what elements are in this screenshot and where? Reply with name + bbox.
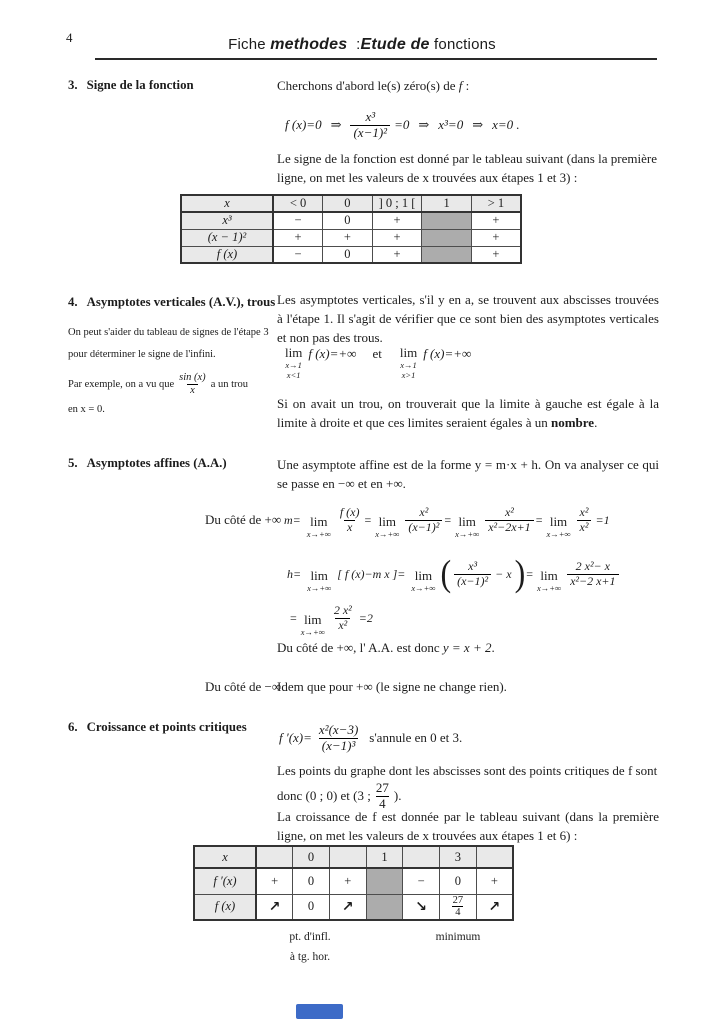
sign-table [180,194,522,264]
cell: 0 [293,868,330,894]
points-text: ). [393,788,402,803]
shaded-cell [422,229,472,246]
cell: + [372,246,422,263]
increase-arrow: ↗ [329,894,366,920]
increase-arrow: ↗ [476,894,513,920]
sign-table-header-row [181,195,521,212]
equals-one: =1 [595,512,610,527]
cell: + [273,229,323,246]
margin-note-2-end: en x = 0. [68,404,105,415]
limits-line [281,346,473,386]
equals-zero: =0 [394,117,410,132]
sign-table-paragraph: Le signe de la fonction est donné par le tableau suivant (dans la première ligne, on met les valeurs de x trouvées aux étapes 1 et 3) : [277,151,657,185]
h-limit-chain-line2 [290,596,375,640]
decrease-arrow: ↘ [403,894,440,920]
header-0: 0 [293,846,330,868]
inflection-footnote-line1: pt. d'infl. [289,931,331,943]
cell: − [273,212,323,229]
shaded-cell [422,212,472,229]
f-prime-equals: f ′(x)= [279,730,312,745]
lim-x-to-plus-infinity: lim x→+∞ [300,612,325,637]
growth-table-paragraph: La croissance de f est donnée par le tableau suivant (dans la première ligne, on met les valeurs de x trouvées aux étapes 1 et 6) : [277,809,659,843]
lim-x-to-plus-infinity: lim x→+∞ [455,514,480,539]
header-gt1: > 1 [471,195,521,212]
equals: = [290,610,297,625]
row-label-x3: x³ [181,212,273,229]
fraction: $\frac{\text{x²(x−3)}}{\text{(x−1)³}}$ [318,721,359,753]
header-interval: ] 0 ; 1 [ [372,195,422,212]
x-cubed-zero: x³=0 [438,117,464,132]
section-5-heading [68,456,227,471]
period: . [491,640,495,655]
minimum-footnote: minimum [435,931,481,943]
f-row [194,894,513,920]
f-symbol: f [458,78,463,93]
section-3-heading [68,78,194,93]
paragraph-text: Si on avait un trou, on trouverait que la limite à gauche est égale à la limite à droite et que ces limites seraient égales à un [277,396,659,430]
fraction: $\frac{\text{x²}}{\text{(x−1)²}}$ [405,506,442,535]
lim-x-to-plus-infinity: lim x→+∞ [411,568,436,593]
equals: = [444,512,452,527]
margin-note-2 [68,372,248,396]
margin-note-1: On peut s'aider du tableau de signes de l'étape 3 pour déterminer le signe de l'infini. [68,327,269,360]
header-cell [403,846,440,868]
growth-table-header-row [194,846,513,868]
27-over-4-cell [440,894,477,920]
bold-nombre: nombre [550,414,595,430]
equals: = [364,512,372,527]
27-over-4-fraction: $\frac{27}{4}$ [452,894,464,919]
cell: + [323,229,373,246]
section-5-number: 5. [68,456,78,470]
annule-text: s'annule en 0 et 3. [369,730,463,745]
section-6-title: Croissance et points critiques [86,720,247,734]
fraction: $\frac{\text{x³}}{\text{(x−1)²}}$ [454,560,491,589]
section-6-heading [68,720,247,735]
27-over-4-fraction: $\frac{27}{4}$ [375,779,389,811]
fprime-row [194,868,513,894]
header-1: 1 [366,846,403,868]
lim-x-to-plus-infinity: lim x→+∞ [537,568,562,593]
increase-arrow: ↗ [256,894,293,920]
cell: + [471,229,521,246]
equals-two: =2 [358,610,373,625]
cell: + [471,246,521,263]
lim-x-to-plus-infinity: lim x→+∞ [306,514,331,539]
du-cote-plus-infini-label: Du côté de +∞ [205,512,282,527]
cell: − [403,868,440,894]
m-equals: m= [284,512,301,527]
implies-arrow: ⇒ [472,117,484,132]
section-4-number: 4. [68,295,78,309]
fraction: $\frac{f (x)}{x}$ [339,504,360,534]
critical-points-line1: Les points du graphe dont les abscisses sont des points critiques de f sont [277,763,658,778]
header-lt0: < 0 [273,195,323,212]
header-cell [256,846,293,868]
page-number: 4 [66,30,73,45]
title-fonctions: fonctions [434,36,496,53]
section-3-intro [277,78,469,94]
left-limit: lim x→1 x<1 [285,345,303,380]
title-fiche: Fiche [228,36,266,53]
h-equals: h= [287,566,302,581]
header-x: x [194,846,256,868]
cell: + [471,212,521,229]
lim-x-to-plus-infinity: lim x→+∞ [375,514,400,539]
title-colon: : [356,36,361,53]
fraction: $\frac{\text{x³}}{\text{(x−1)²}}$ [350,110,390,141]
implies-arrow: ⇒ [418,117,430,132]
minus-x: − x [495,566,512,581]
row-label-xm1sq: (x − 1)² [181,229,273,246]
limit-value: f (x)=+∞ [308,346,357,361]
note-text: Par exemple, on a vu que [68,378,175,390]
du-cote-minus-infini-label: Du côté de −∞ [205,679,282,694]
header-1: 1 [422,195,472,212]
trou-paragraph [277,395,659,433]
affine-intro-paragraph: Une asymptote affine est de la forme y = m·x + h. On va analyser ce qui se passe en −∞ et en +∞. [277,457,659,491]
aa-equation: y = x + 2 [442,640,492,655]
cell: + [256,868,293,894]
points-text: donc (0 ; 0) et (3 ; [277,788,371,803]
section-3-title: Signe de la fonction [86,78,194,92]
table-row [181,212,521,229]
cell: + [476,868,513,894]
section-6-number: 6. [68,720,78,734]
lim-x-to-plus-infinity: lim x→+∞ [307,568,332,593]
limit-value: f (x)=+∞ [423,346,472,361]
row-label-fprime: f ′(x) [194,868,256,894]
fraction: $\frac{\text{x²}}{\text{x²−2x+1}}$ [485,506,533,535]
idem-text: Idem que pour +∞ (le signe ne change rien). [277,679,507,694]
equals: = [535,512,543,527]
header-3: 3 [440,846,477,868]
fraction: $\frac{\text{x²}}{\text{x²}}$ [577,506,592,535]
conjunction-et: et [372,346,382,361]
cell: 0 [440,868,477,894]
vertical-asymptote-paragraph: Les asymptotes verticales, s'il y en a, se trouvent aux abscisses trouvées à l'étape 1. Il s'agit de vérifier que ce sont bien des asymptotes verticales et non pas des trous. [277,292,659,345]
shaded-cell [366,894,403,920]
sinx-over-x-fraction: $\frac{\sin (x)}{x}$ [179,372,206,396]
table-row [181,246,521,263]
cell: 0 [293,894,330,920]
row-label-fx: f (x) [181,246,273,263]
cell: 0 [323,246,373,263]
header-cell [476,846,513,868]
title-etude-de: Etude de [360,36,430,53]
footer-blue-badge[interactable] [296,1004,343,1019]
intro-colon: : [462,78,470,93]
implies-arrow: ⇒ [330,117,342,132]
growth-table [193,845,514,921]
formula-lhs: f (x)=0 [285,117,322,132]
note-text: a un trou [210,378,249,390]
table-row [181,229,521,246]
paragraph-text: . [594,414,598,430]
close-paren: ) [514,552,526,594]
cell: − [273,246,323,263]
m-limit-chain [282,496,612,544]
cell: + [372,212,422,229]
right-limit: lim x→1 x>1 [399,345,418,380]
cell: 0 [323,212,373,229]
header-rule [95,58,657,60]
header-cell [329,846,366,868]
h-limit-chain-line1 [285,550,621,598]
section-5-title: Asymptotes affines (A.A.) [86,456,227,470]
intro-text: Cherchons d'abord le(s) zéro(s) de [277,78,459,93]
lim-x-to-plus-infinity: lim x→+∞ [546,514,571,539]
conclusion-text: Du côté de +∞, l' A.A. est donc [277,640,443,655]
fraction: $\frac{\text{2 x²− x}}{\text{x²−2 x+1}}$ [567,560,618,589]
x-equals-zero: x=0 . [492,117,520,132]
row-label-f: f (x) [194,894,256,920]
inflection-footnote-line2: à tg. hor. [289,951,331,963]
document-title [0,36,724,54]
zeros-formula [283,104,522,146]
section-3-number: 3. [68,78,78,92]
section-4-heading [68,295,275,310]
header-x: x [181,195,273,212]
open-paren: ( [440,552,452,594]
equals: = [526,566,533,581]
shaded-cell [422,246,472,263]
cell: + [372,229,422,246]
aa-conclusion [277,640,495,656]
derivative-formula [277,716,462,760]
section-4-title: Asymptotes verticales (A.V.), trous [86,295,276,309]
bracket-term: [ f (x)−m x ]= [337,566,406,581]
title-methodes: methodes [270,36,348,53]
fraction: $\frac{\text{2 x²}}{\text{x²}}$ [333,602,352,632]
cell: + [329,868,366,894]
shaded-cell [366,868,403,894]
header-0: 0 [323,195,373,212]
